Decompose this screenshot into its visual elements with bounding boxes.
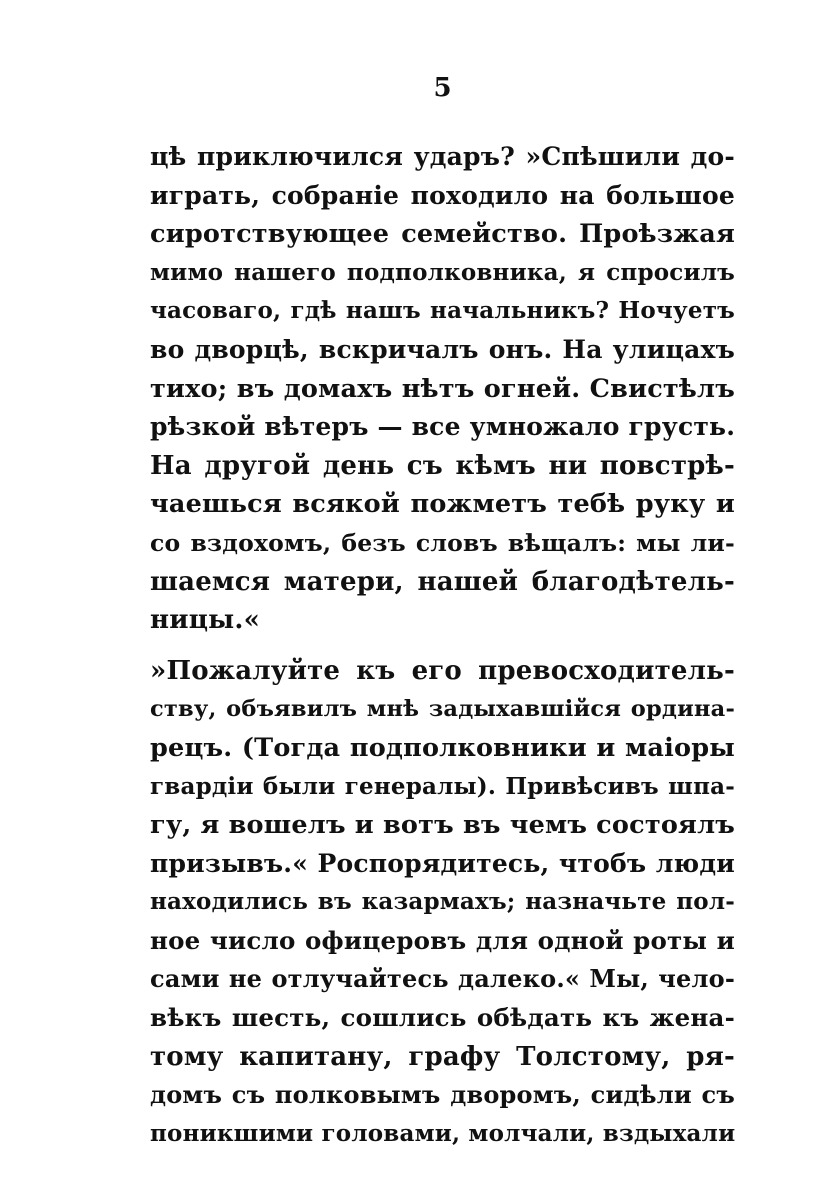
text-line: гу, я вошелъ и вотъ въ чемъ состоялъ xyxy=(150,810,736,841)
text-line: домъ съ полковымъ дворомъ, сидѣли съ xyxy=(150,1080,735,1110)
text-line: чаешься всякой пожметъ тебѣ руку и xyxy=(150,489,735,520)
text-line: шаемся матери, нашей благодѣтель- xyxy=(150,566,735,597)
text-line: тихо; въ домахъ нѣтъ огней. Свистѣлъ xyxy=(150,373,735,404)
text-line: ницы.« xyxy=(150,605,261,636)
text-line: со вздохомъ, безъ словъ вѣщалъ: мы ли- xyxy=(150,528,735,557)
text-line: тому капитану, графу Толстому, ря- xyxy=(150,1041,735,1072)
text-line: во дворцѣ, вскричалъ онъ. На улицахъ xyxy=(150,334,735,364)
text-line: рѣзкой вѣтеръ — все умножало грусть. xyxy=(150,412,736,442)
text-line: находились въ казармахъ; назначьте пол- xyxy=(150,888,735,916)
book-page xyxy=(150,68,735,1153)
paragraph-1 xyxy=(150,138,735,640)
page-number: 5 xyxy=(433,73,452,103)
text-line: ству, объявилъ мнѣ задыхавшійся ордина- xyxy=(150,696,735,723)
text-line: цѣ приключился ударъ? »Спѣшили до- xyxy=(150,142,735,171)
text-line: вѣкъ шесть, сошлись обѣдать къ жена- xyxy=(150,1003,735,1033)
text-line: мимо нашего подполковника, я спросилъ xyxy=(150,258,735,286)
text-line: На другой день съ кѣмъ ни повстрѣ- xyxy=(150,450,735,481)
text-line: играть, собраніе походило на большое xyxy=(150,180,735,210)
text-line: поникшими головами, молчали, вздыхали xyxy=(150,1119,736,1147)
text-line: »Пожалуйте къ его превосходитель- xyxy=(150,655,735,686)
text-line: ное число офицеровъ для одной роты и xyxy=(150,925,735,955)
text-line: призывъ.« Роспорядитесь, чтобъ люди xyxy=(150,848,735,878)
text-line: часоваго, гдѣ нашъ начальникъ? Ночуетъ xyxy=(150,297,735,325)
text-line: гвардіи были генералы). Привѣсивъ шпа- xyxy=(150,772,735,800)
paragraph-2 xyxy=(150,652,735,1154)
text-line: рецъ. (Тогда подполковники и маіоры xyxy=(150,732,735,763)
text-line: сиротствующее семейство. Проѣзжая xyxy=(150,219,735,250)
text-line: сами не отлучайтесь далеко.« Мы, чело- xyxy=(150,964,735,994)
